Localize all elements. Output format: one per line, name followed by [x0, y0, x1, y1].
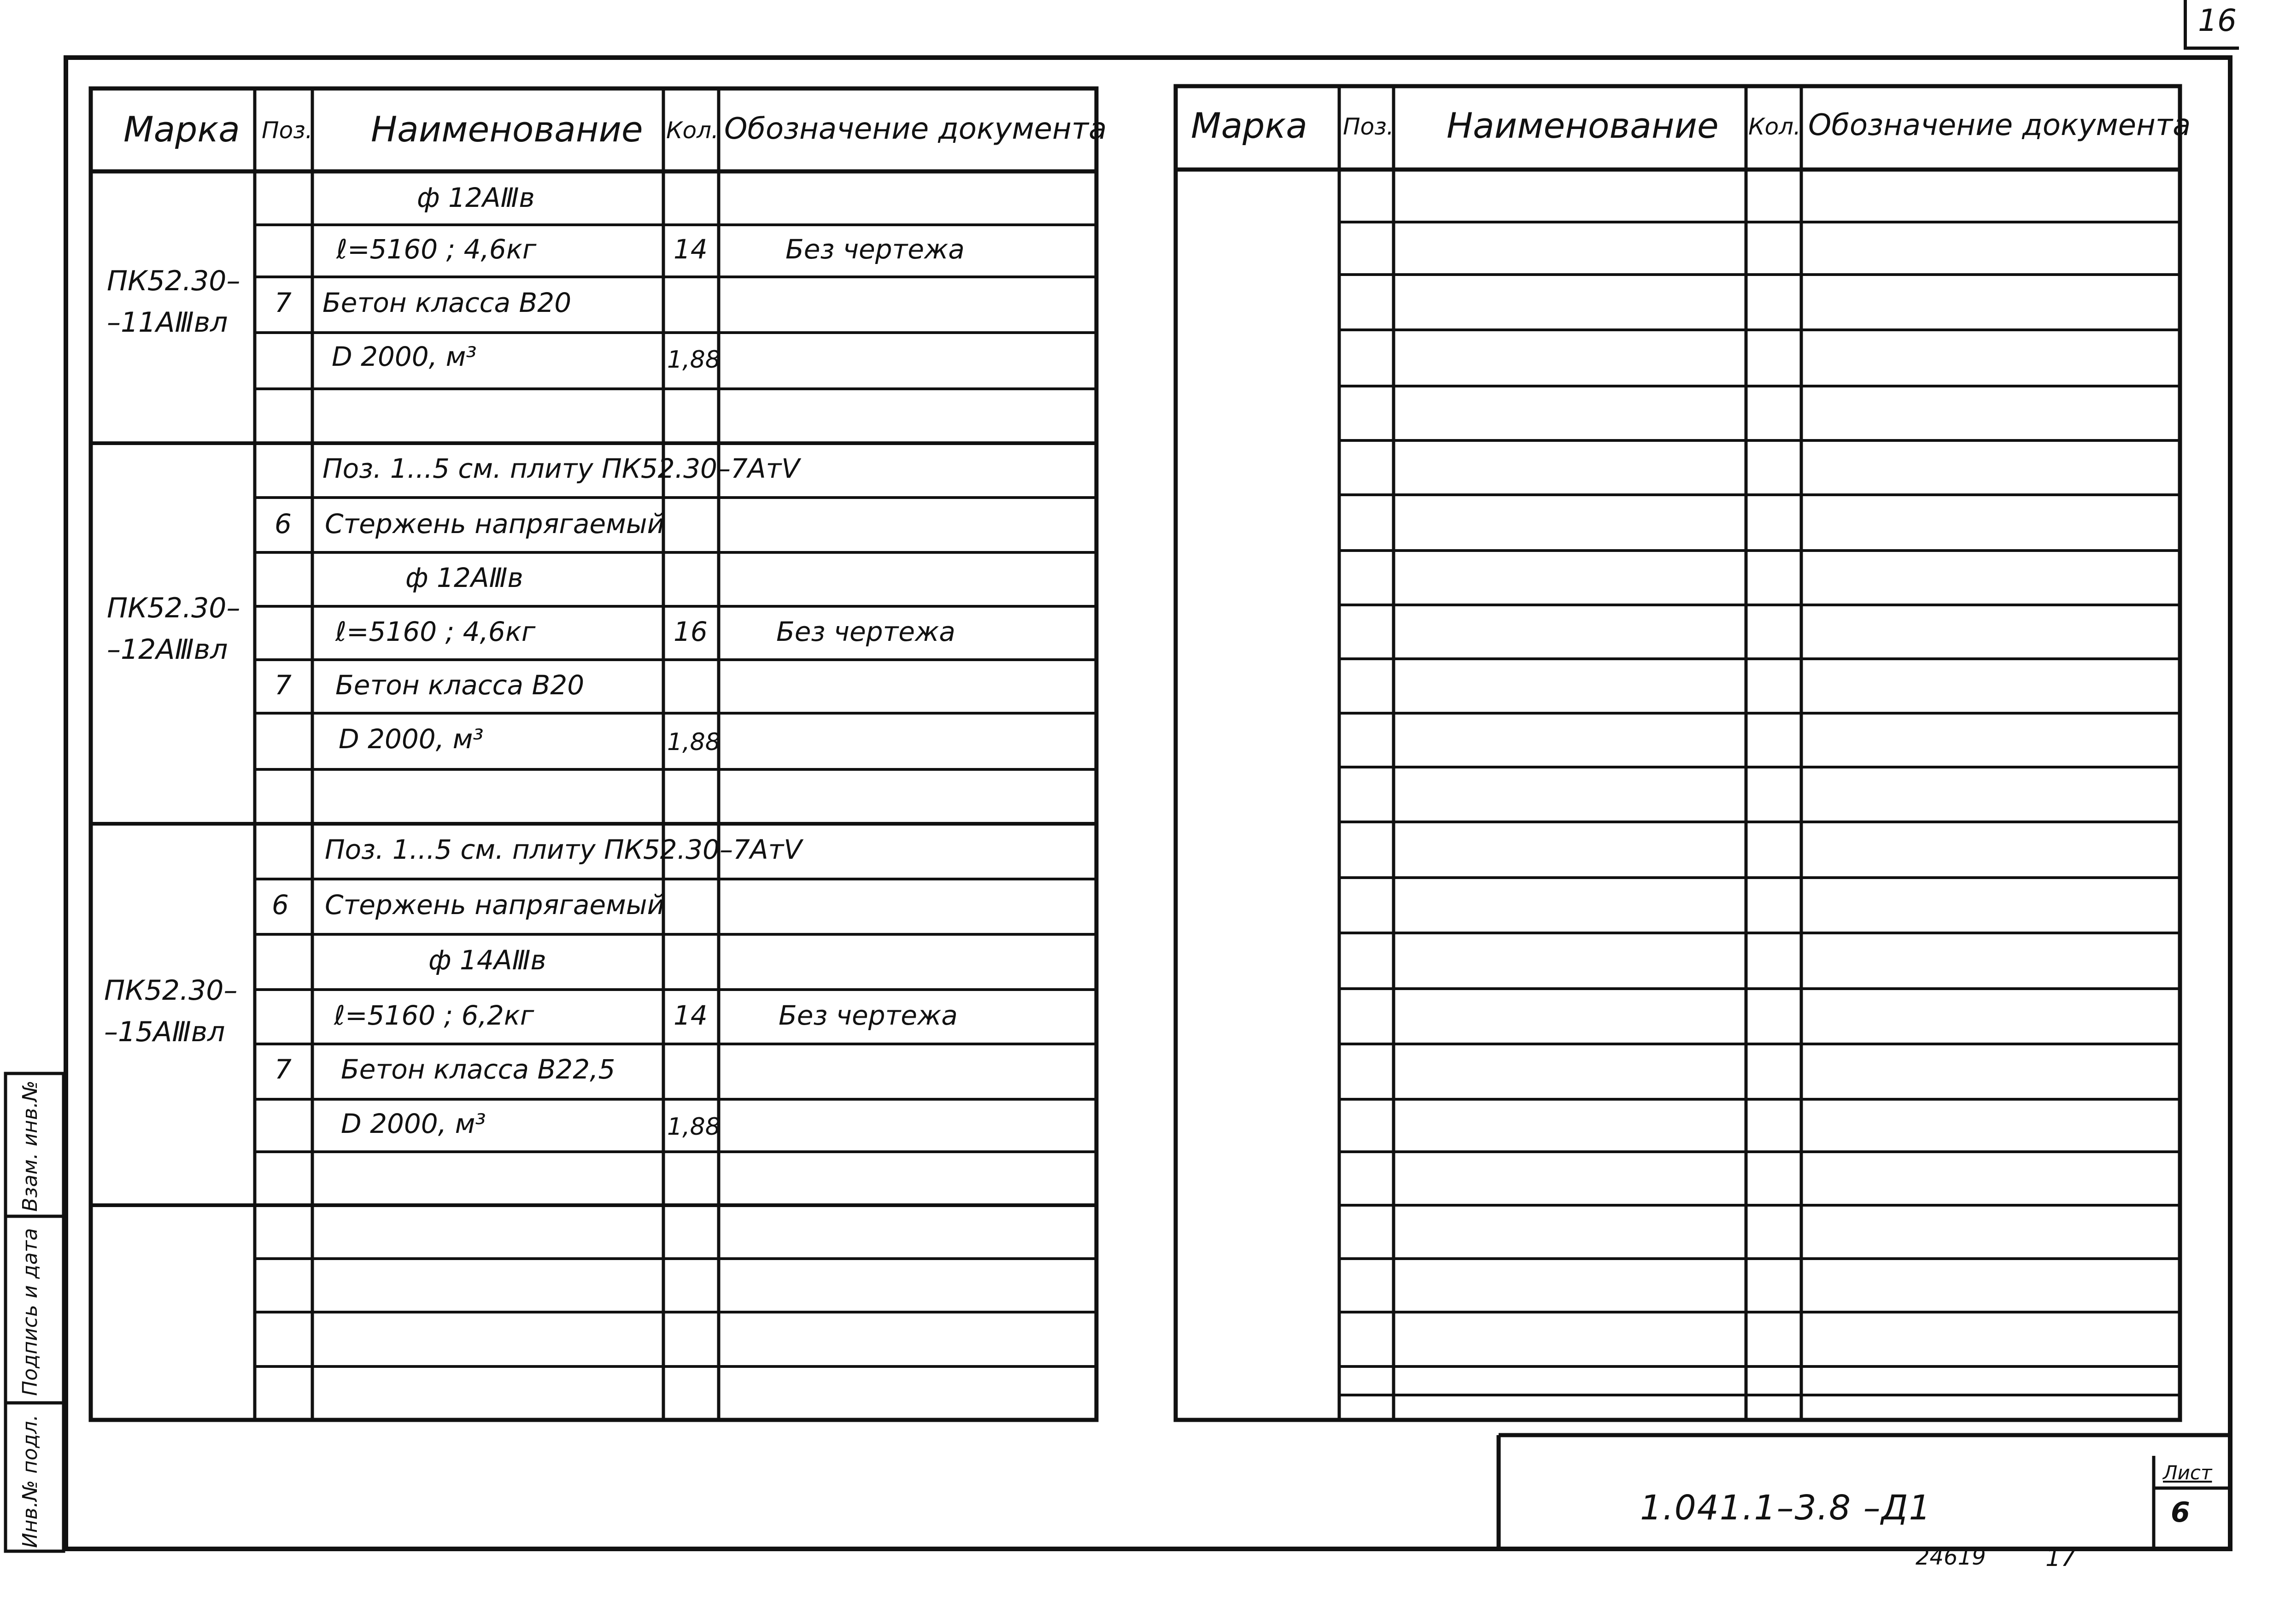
- group3-mark-line1: ПК52.30–: [104, 974, 238, 1007]
- table-cell-qty: 14: [674, 1000, 708, 1031]
- right-header-doc: Обозначение документа: [1808, 108, 2191, 142]
- table-cell-name: ф 12AⅢв: [405, 562, 523, 593]
- group2-mark-line2: –12AⅢвл: [107, 633, 228, 666]
- footer-page-number: 17: [2045, 1544, 2076, 1572]
- table-cell-name: ℓ=5160 ; 4,6кг: [335, 616, 536, 647]
- group1-mark-line1: ПК52.30–: [107, 265, 240, 297]
- table-cell-pos: 7: [275, 287, 292, 318]
- table-cell-doc: Без чертежа: [785, 234, 965, 265]
- sheet-number: 6: [2171, 1496, 2190, 1529]
- group1-mark-line2: –11AⅢвл: [107, 306, 228, 339]
- table-cell-qty: 1,88: [667, 346, 721, 374]
- group3-mark-line2: –15AⅢвл: [104, 1016, 225, 1048]
- right-header-pos: Поз.: [1343, 113, 1394, 140]
- table-cell-pos: 7: [275, 1054, 292, 1085]
- group2-mark-line1: ПК52.30–: [107, 592, 240, 624]
- table-cell-doc: Без чертежа: [779, 1000, 958, 1031]
- table-cell-qty: 1,88: [667, 1113, 721, 1141]
- left-header-doc: Обозначение документа: [724, 112, 1107, 146]
- table-cell-name: D 2000, м³: [341, 1108, 486, 1139]
- table-cell-qty: 16: [674, 616, 708, 647]
- archive-code: 24619: [1916, 1544, 1986, 1570]
- table-cell-name: Бетон класса В20: [335, 669, 585, 701]
- left-header-qty: Кол.: [666, 117, 719, 144]
- table-cell-name: Стержень напрягаемый: [325, 508, 665, 539]
- table-cell-name: Бетон класса В22,5: [341, 1054, 615, 1085]
- table-cell-name: D 2000, м³: [339, 723, 484, 755]
- table-cell-name: ℓ=5160 ; 4,6кг: [336, 234, 537, 265]
- table-cell-qty: 1,88: [667, 728, 721, 756]
- group2-note: Поз. 1...5 см. плиту ПК52.30–7АтⅤ: [322, 453, 800, 484]
- table-cell-pos: 7: [275, 669, 292, 701]
- side-stamp-signature-date: Подпись и дата: [18, 1228, 42, 1396]
- left-header-name: Наименование: [371, 109, 643, 150]
- left-header-mark: Марка: [123, 109, 240, 150]
- table-cell-qty: 14: [674, 234, 708, 265]
- sheet-corner-number: 16: [2198, 3, 2237, 38]
- table-cell-name: ф 12AⅢв: [417, 182, 535, 213]
- table-cell-name: D 2000, м³: [332, 341, 477, 372]
- table-cell-name: Стержень напрягаемый: [325, 889, 665, 920]
- table-cell-pos: 6: [275, 508, 292, 539]
- table-cell-doc: Без чертежа: [776, 616, 955, 647]
- side-stamp-inv-no: Инв.№ подл.: [18, 1414, 42, 1548]
- table-cell-name: ф 14AⅢв: [428, 944, 546, 976]
- table-cell-name: Бетон класса В20: [322, 287, 572, 318]
- side-stamp-replaced-inv: Взам. инв.№: [18, 1080, 42, 1212]
- right-header-qty: Кол.: [1748, 113, 1801, 140]
- table-cell-pos: 6: [272, 889, 289, 920]
- right-header-mark: Марка: [1191, 105, 1307, 146]
- left-header-pos: Поз.: [262, 117, 313, 144]
- side-stamp: [0, 1073, 64, 1551]
- document-code: 1.041.1–3.8 –Д1: [1640, 1488, 1932, 1528]
- sheet-label: Лист: [2163, 1461, 2212, 1484]
- table-cell-name: ℓ=5160 ; 6,2кг: [334, 1000, 534, 1031]
- group3-note: Поз. 1...5 см. плиту ПК52.30–7АтⅤ: [325, 834, 802, 865]
- right-header-name: Наименование: [1447, 105, 1719, 146]
